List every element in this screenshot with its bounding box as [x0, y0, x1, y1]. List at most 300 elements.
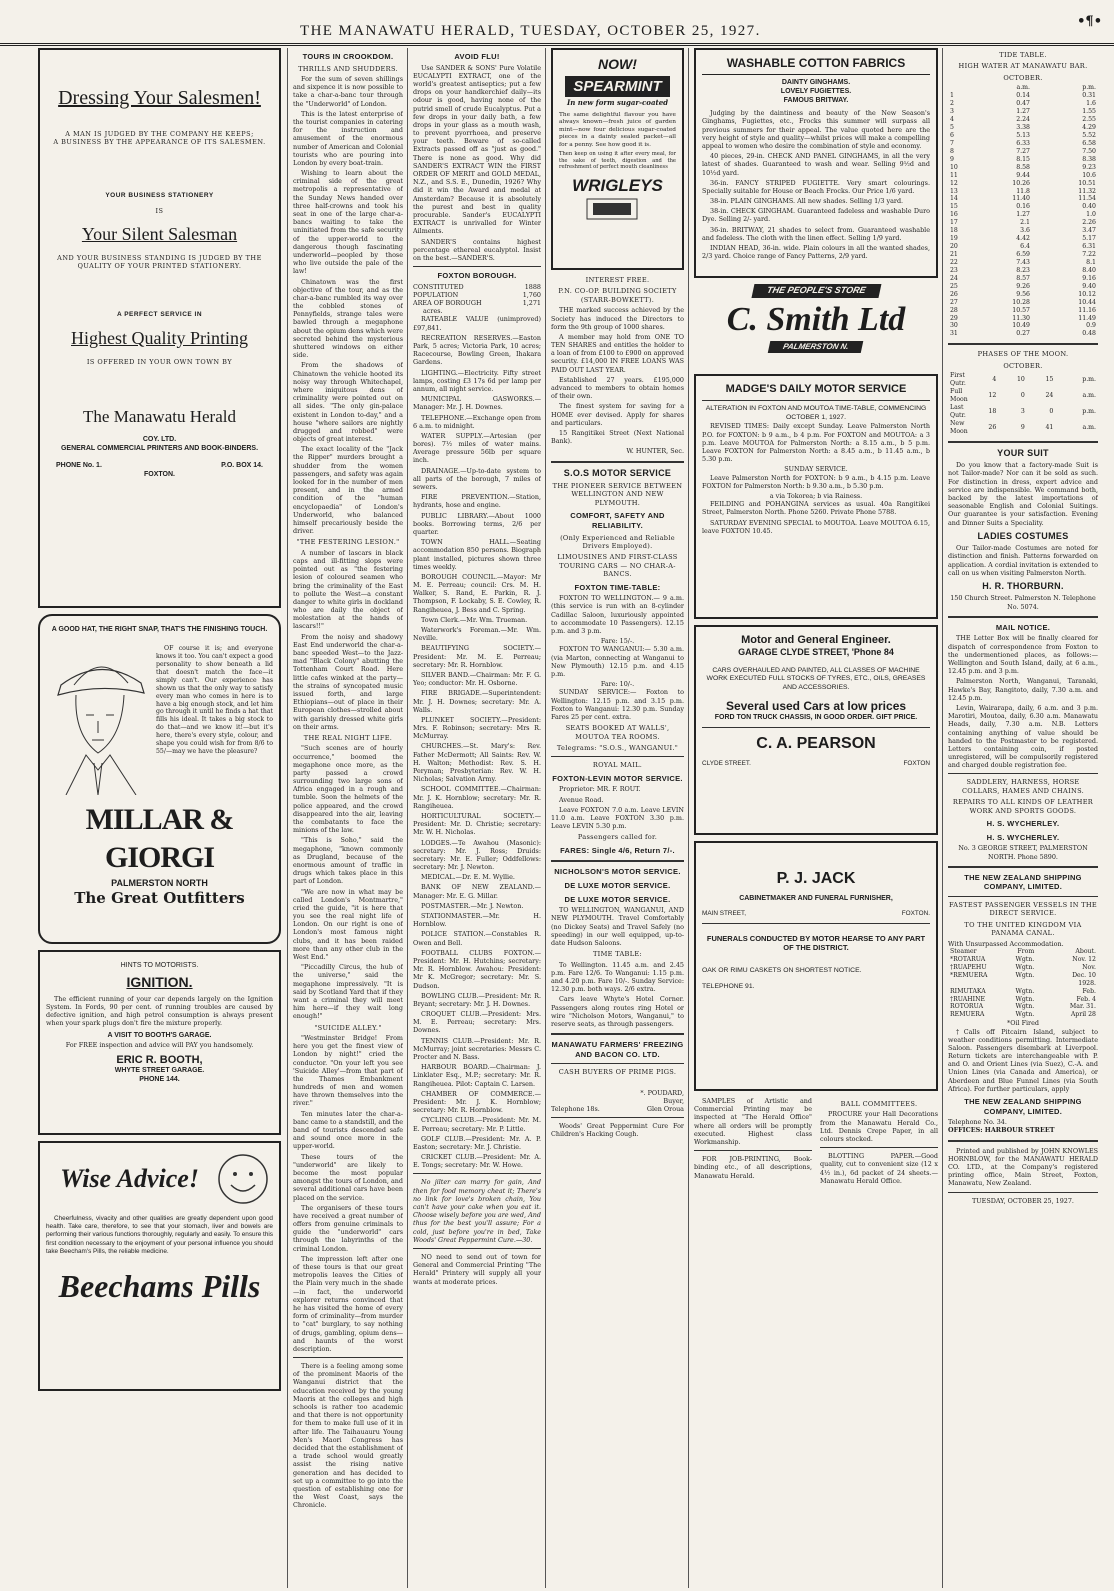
farmers-place: Glen Oroua	[646, 1105, 684, 1114]
saddlery-line: SADDLERY, HARNESS, HORSE COLLARS, HAMES AND CHAINS.	[961, 778, 1085, 795]
tide-header	[948, 84, 966, 92]
sos-title: S.O.S MOTOR SERVICE	[563, 467, 672, 478]
tide-row-cell: 0.47	[1016, 100, 1030, 108]
shipping-header: About.	[1075, 947, 1096, 955]
farmers-buyer: Buyer,	[663, 1096, 684, 1105]
tide-row	[948, 140, 1098, 148]
column-rule	[688, 48, 689, 1588]
tide-row	[948, 299, 1098, 307]
fabrics-item: 40 pieces, 29-in. CHECK AND PANEL GINGHAMS, in all the very latest of shades. Guaranteed to wash and wear. Selling 9½d and 10½d yard.	[702, 152, 930, 177]
column-6	[948, 48, 1098, 1588]
bottom-notices	[694, 1097, 938, 1187]
booth-garage: WHYTE STREET GARAGE.	[114, 1066, 205, 1074]
article-paragraph: The exact locality of the "Jack the Ripper" murders brought a shudder from the women passengers, and safety was again looked for in the number of men present, and in the armed condition of the "human encyclopaedia" of London's Underworld, who balanced himself precariously beside the driver.	[293, 445, 403, 536]
borough-entry: BANK OF NEW ZEALAND.—Manager: Mr. E. G. Millar.	[413, 883, 541, 900]
jack-name: P. J. JACK	[776, 870, 856, 887]
article-paragraph: Ten minutes later the char-a-banc came to a standstill, and the band of tourists descended safe and sound once more in the upper-world.	[293, 1109, 403, 1151]
moon-row-cell: 12	[988, 392, 997, 400]
shipping-row	[948, 980, 1098, 988]
tide-row	[948, 315, 1098, 323]
tide-row-cell: 1.6	[1086, 100, 1096, 108]
tide-row-cell: 5.13	[1016, 131, 1030, 139]
phone: PHONE No. 1.	[56, 461, 102, 469]
fabrics-line: LOVELY FUGIETTES.	[780, 88, 852, 96]
moon-row-cell: New Moon	[950, 419, 968, 435]
tide-row-cell: 3.47	[1082, 227, 1096, 235]
beechams-text: Cheerfulness, vivacity and other qualities are greatly dependent upon good health. Take care, therefore, to see that your stomach, liver and bowels are performing their various functions thoroughly, regularly and easily. To ensure this first condition necessary to the enjoyment of your personal influence you should take Beecham's Pills, the reliable medicine.	[46, 1215, 273, 1255]
tide-row-cell: 4.42	[1016, 235, 1030, 243]
nicholson-title: NICHOLSON'S MOTOR SERVICE.	[554, 867, 681, 877]
borough-entry: CHAMBER OF COMMERCE.—President: Mr. J. K. Hornblow; secretary: Mr. R. Hornblow.	[413, 1089, 541, 1115]
borough-entry: HORTICULTURAL SOCIETY.—President: Mr. D. Christie; secretary: Mr. W. H. Nicholas.	[413, 811, 541, 837]
column-rule	[545, 48, 546, 1588]
tide-row	[948, 211, 1098, 219]
firm-town: FOXTON.	[144, 470, 175, 478]
tide-row-cell: 9.26	[1016, 282, 1030, 290]
shipping-header: From	[1017, 947, 1035, 955]
divider	[948, 616, 1098, 618]
tide-row-cell: 18	[950, 227, 958, 235]
borough-entry: BEAUTIFYING SOCIETY.—President: Mr. M. E. Perreau; secretary: Mr. R. Hornblow.	[413, 644, 541, 669]
sos-fare: Fare: 10/-.	[600, 680, 635, 689]
shipping-row-cell: Feb.	[1082, 987, 1096, 995]
shipping-line: With Unsurpassed Accommodation.	[948, 939, 1064, 948]
moon-row-cell: Full Moon	[950, 388, 968, 403]
tide-row-cell: 8.58	[1016, 163, 1030, 171]
jobprinting-text: FOR JOB-PRINTING, Book-binding etc., of all descriptions, Manawatu Herald.	[694, 1155, 812, 1180]
coop-text: A member may hold from ONE TO TEN SHARES and entitles the holder to a loan of from £100 to £900 on approved security. £14,000 IN FREE LOANS WAS PAID OUT LAST YEAR.	[551, 332, 684, 374]
borough-entry: SCHOOL COMMITTEE.—Chairman: Mr. J. K. Hornblow; secretary: Mr. R. Rangiheuea.	[413, 785, 541, 810]
firm-contact	[46, 462, 273, 471]
divider	[413, 266, 541, 267]
fabrics-text: Judging by the daintiness and beauty of the New Season's Ginghams, Fugiettes, etc., Frocks this summer will surpass all previous summers for their appeal. The value quoted here are the very height of style and quality—whilst prices will make a compelling appeal to women who desire the combination of style and economy.	[702, 109, 930, 150]
spearmint-ad	[551, 48, 684, 270]
divider	[948, 441, 1098, 443]
article-subhead: THE REAL NIGHT LIFE.	[303, 733, 393, 742]
divider	[551, 1033, 684, 1035]
moon-row-cell: 0	[1049, 407, 1054, 415]
column-rule	[287, 48, 288, 1588]
borough-entry: LODGES.—Te Awahou (Masonic): secretary: Mr. J. Ross; Druids: secretary: Mr. E. Fuller; Oddfellows: secretary: Mr. J. Newton.	[413, 838, 541, 872]
jack-line: OAK OR RIMU CASKETS ON SHORTEST NOTICE.	[702, 966, 862, 974]
divider	[948, 1140, 1098, 1142]
ladies-text: Our Tailor-made Costumes are noted for distinction and finish. Patterns forwarded on application. A cordial invitation is extended to call on us when visiting Palmerston North.	[948, 544, 1098, 577]
divider	[702, 400, 930, 401]
column-4	[551, 48, 684, 1588]
jack-line: CABINETMAKER AND FUNERAL FURNISHER,	[739, 895, 893, 903]
farmers-contact	[551, 1105, 684, 1113]
millar-giorgi-logo: MILLAR & GIORGI	[85, 802, 234, 875]
divider	[948, 1192, 1098, 1193]
shipping-row-cell: *REMUERA	[950, 971, 988, 979]
tide-row-cell: 10.49	[1012, 322, 1030, 330]
pj-jack-ad	[694, 841, 938, 1091]
wycherley-name: H. S. WYCHERLEY.	[986, 832, 1060, 842]
tide-table	[948, 84, 1098, 338]
divider	[948, 866, 1098, 868]
fabrics-line: FAMOUS BRITWAY.	[783, 97, 849, 105]
tide-row-cell: 7.27	[1016, 147, 1030, 155]
divider	[551, 1063, 684, 1064]
borough-entry: TOWN HALL.—Seating accommodation 850 persons. Biograph plant installed, pictures shown three times weekly.	[413, 538, 541, 571]
gum-packet-icon	[583, 197, 653, 221]
moon-row-cell: First Qutr.	[950, 372, 966, 388]
tide-row-cell: 0.31	[1082, 92, 1096, 100]
wycherley-name: H. S. WYCHERLEY.	[986, 819, 1060, 829]
borough-entry: SILVER BAND.—Chairman: Mr. F. G. Yeo; conductor: Mr. H. Osborne.	[413, 670, 541, 688]
stat-row	[413, 299, 541, 307]
shipping-office: OFFICES: HARBOUR STREET	[948, 1126, 1055, 1135]
borough-entry: BOWLING CLUB.—President: Mr. R. Bryant; secretary: Mr. J. H. Downes.	[413, 991, 541, 1008]
tide-month: OCTOBER.	[1003, 73, 1043, 82]
tide-row-cell: 4	[950, 116, 954, 124]
borough-entry: CRICKET CLUB.—President: Mr. A. E. Tongs; secretary: Mr. W. Howe.	[413, 1153, 541, 1170]
borough-entry: Waterwork's Foreman.—Mr. Wm. Neville.	[413, 626, 541, 643]
article-title: TOURS IN CROOKDOM.	[302, 52, 394, 61]
tide-row-cell: 1.27	[1016, 211, 1030, 219]
thorburn-address: 150 Church Street. Palmerston N. Telephone No. 5074.	[950, 594, 1096, 611]
borough-entry: CHURCHES.—St. Mary's: Rev. Father McDermott; All Saints: Rev. W. H. Walton; Methodist: Rev. S. H. Peryman; Presbyterian: Rev. W. H. Nicholas; Salvation Army.	[413, 742, 541, 784]
borough-stats	[413, 283, 541, 316]
article-paragraph: There is a feeling among some of the prominent Maoris of the Wanganui district that the education received by the young Maoris at the colleges and high schools is rather too academic and that there is not opportunity for them to make full use of it in after life. The Taihauauru Young Men's Maori Congress has decided that the establishment of a trade school would greatly assist the rising native generation and has decided to set up a committee to go into the question of establishing one for the West Coast, says the Chronicle.	[293, 1362, 403, 1510]
column-1	[38, 48, 281, 1588]
tide-row-cell: 5.17	[1082, 235, 1096, 243]
tide-row-cell: 26	[950, 290, 958, 298]
thorburn-name: H. R. THORBURN.	[982, 580, 1064, 591]
shipping-row-cell: Wgtn.	[1015, 963, 1035, 971]
moon-table	[948, 372, 1098, 436]
nicholson-title: DE LUXE MOTOR SERVICE.	[564, 881, 671, 891]
tide-row	[948, 116, 1098, 124]
tide-row-cell: 0.27	[1016, 330, 1030, 338]
column-2-article	[293, 48, 403, 1588]
ad-line: A BUSINESS BY THE APPEARANCE OF ITS SALESMEN.	[53, 137, 266, 146]
tide-row	[948, 251, 1098, 259]
smiling-face-icon	[213, 1149, 273, 1209]
shipping-row-cell: Nov.	[1082, 963, 1096, 971]
tide-row-cell: 9.44	[1016, 171, 1030, 179]
tide-row-cell: 1.55	[1082, 108, 1096, 116]
sos-text: SUNDAY SERVICE:— Foxton to Wellington: 12.15 p.m. and 3.15 p.m. Foxton to Wanganui: 12.30 p.m. Sunday Fares 25 per cent. extra.	[551, 688, 684, 721]
divider	[551, 860, 684, 862]
madge-text: REVISED TIMES: Daily except Sunday. Leave Palmerston North P.O. for FOXTON: b 9 a.m., b 4 p.m. For FOXTON and MOUTOA: a 3 p.m. Leave MOUTOA for Palmerston North: a 8.15 a.m., b 5 p.m. Leave FOXTON for Palmerston North: a 8.45 a.m., b 11.45 a.m., b 5.30 p.m.	[702, 422, 930, 464]
coop-kicker: INTEREST FREE.	[585, 276, 650, 284]
ignition-ad	[38, 950, 281, 1135]
shipping-title: THE NEW ZEALAND SHIPPING COMPANY, LIMITED.	[964, 872, 1082, 892]
moon-row	[948, 420, 1098, 436]
tide-row	[948, 124, 1098, 132]
garage-line: GARAGE CLYDE STREET, 'Phone 84	[738, 647, 894, 658]
borough-title: FOXTON BOROUGH.	[437, 271, 517, 281]
borough-entry: CROQUET CLUB.—President: Mrs. M. E. Perreau; secretary: Mrs. Downes.	[413, 1010, 541, 1035]
stat-unit: acres.	[423, 307, 443, 316]
madge-text: Leave Palmerston North for FOXTON: b 9 a.m., b 4.15 p.m. Leave FOXTON for Palmerston North: b 9.30 a.m., b 5.30 p.m.	[702, 473, 930, 490]
sos-text: FOXTON TO WANGANUI:— 5.30 a.m. (via Marton, connecting at Wanganui to New Plymouth) 12.15 p.m. and 4.15 p.m.	[551, 645, 684, 678]
ball-notice	[820, 1097, 938, 1187]
tide-row-cell: 8.38	[1082, 155, 1096, 163]
article-paragraph: This is the latest enterprise of the tourist companies in catering for the instruction and amusement of the enormous number of American and Colonial tourists who are pouring into London by every boat-train.	[293, 109, 403, 167]
shipping-row-cell: †RUAHINE	[950, 995, 986, 1003]
tide-row	[948, 307, 1098, 315]
sos-timetable-title: FOXTON TIME-TABLE:	[574, 582, 661, 592]
mail-text: THE Letter Box will be finally cleared for dispatch of correspondence from Foxton to the undermentioned places, as follows:— Wellington and South Island, daily, at 6 a.m., 12.45 p.m. and 3 p.m.	[948, 634, 1098, 676]
hat-ad	[38, 614, 281, 944]
moon-row-cell: a.m.	[1082, 423, 1096, 431]
tide-row-cell: 6.33	[1016, 139, 1030, 147]
printer-imprint: Printed and published by JOHN KNOWLES HORNBLOW, for the MANAWATU HERALD CO. LTD., at the Company's registered printing office, Main Street, Foxton, Manawatu, New Zealand.	[948, 1146, 1098, 1188]
tide-row	[948, 330, 1098, 338]
tide-row-cell: 3	[950, 108, 954, 116]
borough-entry: TELEPHONE.—Exchange open from 6 a.m. to midnight.	[413, 413, 541, 430]
article-paragraph: These tours of the "underworld" are likely to become the most popular amongst the tours of London, and several additional cars have been placed on the service.	[293, 1152, 403, 1202]
tide-row	[948, 100, 1098, 108]
article-paragraph: From the shadows of Chinatown the vehicle hooted its noisy way through Whitechapel, where iniquitous dens of criminality were pointed out on all sides. "The only gin-palace existent in London to-day," and a house "where sailors are nightly drugged and robbed" were objects of great interest.	[293, 361, 403, 444]
divider	[820, 1147, 938, 1148]
borough-entry: FIRE BRIGADE.—Superintendent: Mr. J. H. Downes; secretary: Mr. A. Walls.	[413, 689, 541, 714]
spearmint-now: NOW!	[598, 56, 637, 72]
borough-entry: LIGHTING.—Electricity. Fifty street lamps, costing £3 17s 6d per lamp per annum, all night service.	[413, 368, 541, 393]
tide-row-cell: 2.1	[1020, 219, 1030, 227]
blotting-text: BLOTTING PAPER.—Good quality, cut to convenient size (12 x 4½ in.), 6d packet of 24 sheets.—Manawatu Herald Office.	[820, 1152, 938, 1185]
ad-line: AND YOUR BUSINESS STANDING IS JUDGED BY THE QUALITY OF YOUR PRINTED STATIONERY.	[57, 253, 262, 271]
tide-row-cell: 12	[950, 179, 958, 187]
shipping-note: *Oil Fired	[1007, 1019, 1039, 1028]
madge-text: SATURDAY EVENING SPECIAL to MOUTOA. Leave MOUTOA 6.15, leave FOXTON 10.45.	[702, 518, 930, 535]
fabrics-line: DAINTY GINGHAMS.	[781, 79, 851, 87]
tide-row-cell: 0.16	[1016, 203, 1030, 211]
tide-row-cell: 30	[950, 322, 958, 330]
tide-row-cell: 0.9	[1086, 322, 1096, 330]
moon-row-cell: Last Qutr.	[950, 403, 966, 419]
column-rule	[407, 48, 408, 1588]
tide-row-cell: 5.52	[1082, 131, 1096, 139]
article-paragraph: "Westminster Bridge! From here you get the finest view of London by night!" cried the conductor. "On your left you see 'Suicide Alley'—from that part of the Thames Embankment hundreds of men and women have thrown themselves into the river."	[293, 1033, 403, 1108]
tide-row	[948, 243, 1098, 251]
tide-row	[948, 180, 1098, 188]
shipping-row-cell: Feb. 4	[1076, 995, 1096, 1003]
shipping-line: TO THE UNITED KINGDOM VIA PANAMA CANAL.	[964, 920, 1082, 938]
moon-row	[948, 404, 1098, 420]
nicholson-text: To Wellington. 11.45 a.m. and 2.45 p.m. Fare 12/6. To Wanganui: 1.15 p.m. and 4.20 p.m. Fare 10/-. Sunday Service: 12.30 p.m. both ways. 2/6 extra.	[551, 960, 684, 994]
stat-key: AREA OF BOROUGH	[413, 299, 482, 308]
tide-row-cell: 11.32	[1078, 187, 1096, 195]
samples-notice	[694, 1097, 812, 1187]
shipping-row	[948, 964, 1098, 972]
ad-headline: Dressing Your Salesmen!	[58, 87, 261, 109]
moon-row-cell: p.m.	[1082, 407, 1096, 415]
garage-title: Motor and General Engineer.	[741, 634, 891, 646]
beechams-ad	[38, 1141, 281, 1391]
tide-row-cell: 5	[950, 124, 954, 131]
coop-text: The finest system for saving for a HOME ever devised. Apply for shares and particulars.	[551, 402, 684, 427]
shipping-row-cell: 1928.	[1078, 979, 1096, 987]
tide-header: a.m.	[1016, 84, 1030, 92]
shipping-row-cell: REMUERA	[950, 1011, 985, 1019]
ignition-free: For FREE inspection and advice will PAY you handsomely.	[65, 1040, 254, 1049]
tide-row-cell: 23	[950, 266, 958, 274]
jack-street: MAIN STREET,	[702, 910, 747, 918]
wrigleys-logo: WRIGLEYS	[572, 176, 663, 196]
stat-key: POPULATION	[413, 290, 459, 299]
sos-fare: Fare: 15/-.	[600, 637, 635, 646]
tide-row-cell: 0.48	[1082, 330, 1096, 338]
tide-row-cell: 8.40	[1082, 266, 1096, 274]
tide-row	[948, 267, 1098, 275]
ad-line: YOUR BUSINESS STATIONERY	[105, 192, 214, 200]
borough-entry: MEDICAL.—Dr. E. M. Wyllie.	[421, 873, 515, 882]
tide-row-cell: 9.40	[1082, 282, 1096, 290]
tide-row-cell: 1.0	[1086, 211, 1096, 219]
shipping-row-cell	[948, 980, 989, 988]
stat-key: CONSTITUTED	[413, 282, 464, 291]
tide-row-cell: 2	[950, 100, 954, 108]
tide-row-cell: 2.24	[1016, 116, 1030, 124]
sos-line: LIMOUSINES AND FIRST-CLASS TOURING CARS — NO CHAR-A-BANCS.	[557, 553, 678, 579]
man-in-hat-illustration	[46, 645, 156, 795]
shipping-row-cell: RIMUTAKA	[950, 987, 986, 995]
moon-row-cell: p.m.	[1082, 376, 1096, 384]
moon-row-cell: 9	[1020, 423, 1025, 431]
nicholson-title: DE LUXE MOTOR SERVICE.	[564, 894, 671, 904]
jack-line: FUNERALS CONDUCTED BY MOTOR HEARSE TO ANY PART OF THE DISTRICT.	[706, 933, 926, 953]
tide-row	[948, 322, 1098, 330]
article-paragraph: "Such scenes are of hourly occurrence," boomed the megaphone once more, as the party passed a crowd surrounding two large sons of Africa engaged in a rough and tumble. Soon the helmets of the police appeared, and the crowd disappeared into the air, leaving the combatants to face the minions of the law.	[293, 744, 403, 835]
tide-row-cell: 2.55	[1082, 116, 1096, 124]
ad-line: IS	[155, 206, 164, 215]
shipping-row-cell: ROTORUA	[950, 1003, 984, 1011]
article-paragraph: Chinatown was the first objective of the tour, and as the char-a-banc rumbled its way over the cobbled stones of Pennyfields, strange tales were bawled through a megaphone about the opium dens which were secreted behind the mysterious shuttered windows on either side.	[293, 277, 403, 360]
wycherley-address: No. 3 GEORGE STREET, PALMERSTON NORTH. Phone 5890.	[958, 844, 1088, 861]
tide-row-cell: 10.51	[1078, 179, 1096, 187]
tide-table-body	[948, 84, 1098, 338]
tide-row-cell: 11.16	[1078, 306, 1096, 314]
mail-text: Levin, Wairarapa, daily, 6 a.m. and 3 p.m. Marotiri, Moutoa, daily, 6.30 a.m. Manawatu Heads, daily, 7.30 a.m. N.B. Letters containing anything of value should be handed to the Postmaster to be registered. Letters containing coin, if posted unregistered, will be compulsorily registered and charged double registration fee.	[948, 703, 1098, 770]
borough-entry: POSTMASTER.—Mr. J. Newton.	[421, 901, 524, 910]
moon-table-body	[948, 372, 1098, 436]
moon-row-cell: 10	[1016, 376, 1025, 384]
tide-row-cell: 6.31	[1082, 243, 1096, 251]
tide-row-cell: 14	[950, 195, 958, 203]
fabrics-title: WASHABLE COTTON FABRICS	[702, 56, 930, 75]
borough-entry: MUNICIPAL GASWORKS.—Manager: Mr. J. H. Downes.	[413, 395, 541, 412]
borough-entry: FOOTBALL CLUBS FOXTON.—President: Mr. H. Hutchins; secretary: Mr. R. Hornblow. Awahou: President: Mr K. McGregor; secretary: Mr. S. Dudson.	[413, 948, 541, 990]
nicholson-line: TIME TABLE:	[592, 950, 643, 959]
tide-row-cell: 19	[950, 235, 958, 243]
po-box: P.O. BOX 14.	[221, 461, 263, 469]
ad-headline-2: Your Silent Salesman	[81, 223, 238, 244]
garage-line: CARS OVERHAULED AND PAINTED, ALL CLASSES OF MACHINE WORK EXECUTED FULL STOCKS OF TYRES, ETC., OILS, GREASES AND ACCESSORIES.	[706, 666, 926, 691]
tide-row-cell: 7.22	[1082, 251, 1096, 258]
pearson-garage-ad	[694, 625, 938, 835]
ad-headline-3: Highest Quality Printing	[71, 327, 248, 348]
tide-row-cell: 25	[950, 282, 958, 290]
madge-title: MADGE'S DAILY MOTOR SERVICE	[725, 383, 907, 395]
article-paragraph: A number of lascars in black caps and ill-fitting slops were pointed out as "the festering lesion of coloured seamen who bring the criminality of the East to pollute the West—a constant danger to white girls in dockland who are daily the object of molestation at the hands of lascars!!"	[293, 548, 403, 631]
smith-store-logo	[694, 284, 938, 364]
imprint-date: TUESDAY, OCTOBER 25, 1927.	[972, 1196, 1074, 1205]
pearson-name: C. A. PEARSON	[756, 734, 876, 752]
ad-line: A MAN IS JUDGED BY THE COMPANY HE KEEPS;	[65, 129, 254, 138]
moon-row-cell: 15	[1045, 376, 1054, 384]
coop-title: P.N. CO-OP. BUILDING SOCIETY (STARR-BOWKETT).	[558, 287, 677, 304]
firm-line: COY. LTD.	[142, 435, 177, 443]
nicholson-text: TO WELLINGTON, WANGANUI, AND NEW PLYMOUTH. Travel Comfortably (no Dickey Seats) and Travel Safely (no speeding) in our well equipped, up-to-date Hudson Saloons.	[551, 906, 684, 947]
tide-row-cell: 10.26	[1012, 179, 1030, 187]
shipping-row	[948, 996, 1098, 1004]
tide-row-cell: 7.50	[1082, 147, 1096, 155]
divider	[551, 1117, 684, 1118]
tide-row-cell: 24	[950, 274, 958, 282]
tide-row-cell: 0.40	[1082, 203, 1096, 211]
tide-title: TIDE TABLE.	[999, 51, 1047, 59]
fabrics-item: 38-in. CHECK GINGHAM. Guaranteed fadeless and washable Duro Dye. Selling 2/- yard.	[702, 207, 930, 224]
shipping-row-cell: *ROTARUA	[950, 955, 986, 963]
tide-row-cell: 29	[950, 314, 958, 322]
tide-row-cell: 0.14	[1016, 92, 1030, 100]
tide-row-cell: 8.23	[1016, 266, 1030, 274]
fabrics-item: 36-in. FANCY STRIPED FUGIETTE. Very smart colourings. Specially suitable for House or Beach Frocks. Our Price 1/6 yard.	[702, 178, 930, 195]
tide-row-cell: 6.58	[1082, 139, 1096, 147]
borough-entry: CYCLING CLUB.—President: Mr. M. E. Perreau; secretary: Mr. P. Little.	[413, 1116, 541, 1133]
article-subhead: "SUICIDE ALLEY."	[314, 1023, 382, 1032]
moon-row-cell: 0	[1020, 392, 1025, 400]
tide-row	[948, 219, 1098, 227]
sos-line: COMFORT, SAFETY AND RELIABILITY.	[570, 511, 665, 530]
tide-row-cell: 8.1	[1086, 258, 1096, 266]
farmers-title: MANAWATU FARMERS' FREEZING AND BACON CO. LTD.	[551, 1040, 684, 1059]
divider	[694, 1150, 812, 1151]
brand-location: PALMERSTON NORTH	[111, 877, 208, 888]
tide-row	[948, 164, 1098, 172]
garage-address	[702, 760, 930, 768]
shipping-row-cell	[989, 980, 1036, 988]
fl-line: Passengers called for.	[577, 833, 658, 842]
shipping-row-cell: Wgtn.	[1015, 1011, 1035, 1019]
shipping-table	[948, 948, 1098, 1019]
borough-entry: STATIONMASTER.—Mr. H. Hornblow.	[413, 912, 541, 929]
shipping-table-body	[948, 948, 1098, 1019]
tide-row	[948, 172, 1098, 180]
tide-row-cell: 6.4	[1020, 243, 1030, 251]
column-rule	[942, 48, 943, 1588]
madge-line: a via Tokorea; b via Rainess.	[769, 491, 863, 500]
borough-entry: RECREATION RESERVES.—Easton Park, 5 acres; Victoria Park, 10 acres; Racecourse, Bowling Green, Ihakara Gardens.	[413, 333, 541, 367]
shipping-row	[948, 1011, 1098, 1019]
fabrics-item: 36-in. BRITWAY, 21 shades to select from. Guaranteed washable and fadeless. The cloth with the linen effect. Selling 1/9 yard.	[702, 225, 930, 242]
divider	[551, 756, 684, 757]
stat-value: 1,760	[522, 290, 541, 299]
garage-line: FORD TON TRUCK CHASSIS, IN GOOD ORDER. GIFT PRICE.	[714, 714, 918, 722]
tide-row	[948, 275, 1098, 283]
divider	[413, 1248, 541, 1249]
brand-tagline: The Great Outfitters	[74, 889, 245, 908]
shipping-row-cell: Nov. 12	[1072, 955, 1096, 963]
tide-row-cell: 10.57	[1012, 306, 1030, 314]
garage-offer: Several used Cars at low prices	[725, 698, 907, 713]
borough-entry: DRAINAGE.—Up-to-date system to all parts of the borough, 7 miles of sewers.	[413, 466, 541, 491]
tide-row-cell: 7.43	[1016, 258, 1030, 266]
nicholson-text: Cars leave Whyte's Hotel Corner. Passengers along routes ring Hotel or wire "Nicholson Motors, Wanganui," to reserve seats, as through passengers.	[551, 995, 684, 1028]
store-town: PALMERSTON N.	[768, 341, 864, 353]
avoid-flu-title: AVOID FLU!	[454, 52, 500, 61]
article-paragraph: The impression left after one of these tours is that our great metropolis leaves the Cities of the Plain very much in the shade—in fact, the underworld explorer returns convinced that he has visited the home of every form of criminality—from murder to "cat" burglary, to say nothing of drugs, gambling, opium dens—and haunts of the worst description.	[293, 1254, 403, 1353]
coop-text: THE marked success achieved by the Society has induced the Directors to form the 9th group of 1000 shares.	[551, 306, 684, 331]
ignition-visit: A VISIT TO BOOTH'S GARAGE.	[107, 1031, 212, 1039]
moon-row-cell: 24	[1045, 392, 1054, 400]
tide-row-cell: 11.54	[1078, 195, 1096, 203]
tide-row-cell: 15	[950, 203, 958, 211]
madge-text: FEILDING and POHANGINA services as usual. 40a Rangitikei Street, Palmerston North. Phone 5260. Private Phone 5788.	[702, 500, 930, 517]
